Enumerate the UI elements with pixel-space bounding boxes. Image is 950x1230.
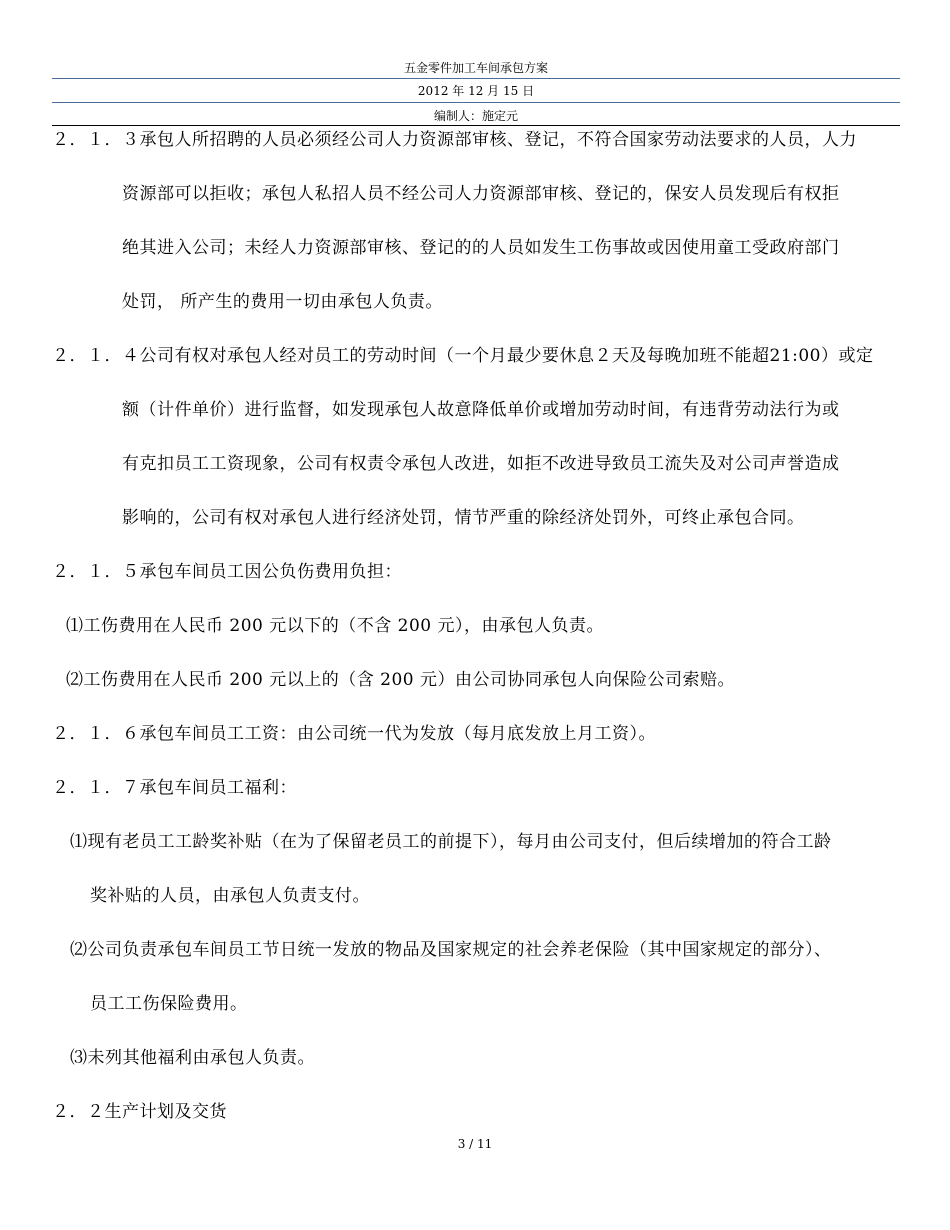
- list-item: 奖补贴的人员，由承包人负责支付。: [90, 886, 370, 906]
- paragraph-line: 有克扣员工工资现象，公司有权责令承包人改进，如拒不改进导致员工流失及对公司声誉造成: [122, 454, 840, 474]
- list-item: ⑴现有老员工工龄奖补贴（在为了保留老员工的前提下），每月由公司支付，但后续增加的符合工龄: [70, 832, 832, 852]
- header-divider: [52, 78, 900, 79]
- paragraph-line: ２．１．５承包车间员工因公负伤费用负担：: [52, 562, 402, 582]
- paragraph-line: ２．１．３承包人所招聘的人员必须经公司人力资源部审核、登记，不符合国家劳动法要求的人员，人力: [52, 130, 857, 150]
- paragraph-line: ２．１．４公司有权对承包人经对员工的劳动时间（一个月最少要休息２天及每晚加班不能超21:00）或定: [52, 346, 874, 366]
- list-item: ⑶未列其他福利由承包人负责。: [70, 1048, 315, 1068]
- paragraph-line: ２．１．６承包车间员工工资：由公司统一代为发放（每月底发放上月工资）。: [52, 724, 656, 744]
- paragraph-line: 处罚， 所产生的费用一切由承包人负责。: [122, 292, 443, 312]
- header-divider: [52, 125, 900, 126]
- document-title: 五金零件加工车间承包方案: [403, 61, 548, 75]
- document-author: 编制人：施定元: [433, 109, 518, 123]
- paragraph-line: 额（计件单价）进行监督，如发现承包人故意降低单价或增加劳动时间，有违背劳动法行为或: [122, 400, 840, 420]
- paragraph-line: ２．１．７承包车间员工福利：: [52, 778, 297, 798]
- paragraph-line: 绝其进入公司；未经人力资源部审核、登记的的人员如发生工伤事故或因使用童工受政府部门: [122, 238, 840, 258]
- paragraph-line: 影响的，公司有权对承包人进行经济处罚，情节严重的除经济处罚外，可终止承包合同。: [122, 508, 805, 528]
- list-item: ⑴工伤费用在人民币 200 元以下的（不含 200 元），由承包人负责。: [66, 616, 605, 636]
- document-date: 2012 年 12 月 15 日: [417, 84, 535, 98]
- page-number: 3 / 11: [457, 1137, 493, 1151]
- paragraph-line: 资源部可以拒收；承包人私招人员不经公司人力资源部审核、登记的，保安人员发现后有权拒: [122, 184, 840, 204]
- list-item: ⑵工伤费用在人民币 200 元以上的（含 200 元）由公司协同承包人向保险公司索赔。: [66, 670, 736, 690]
- list-item: 员工工伤保险费用。: [90, 994, 248, 1014]
- section-heading: ２．２生产计划及交货: [52, 1102, 227, 1122]
- header-divider: [52, 102, 900, 103]
- list-item: ⑵公司负责承包车间员工节日统一发放的物品及国家规定的社会养老保险（其中国家规定的部分）、: [70, 940, 832, 960]
